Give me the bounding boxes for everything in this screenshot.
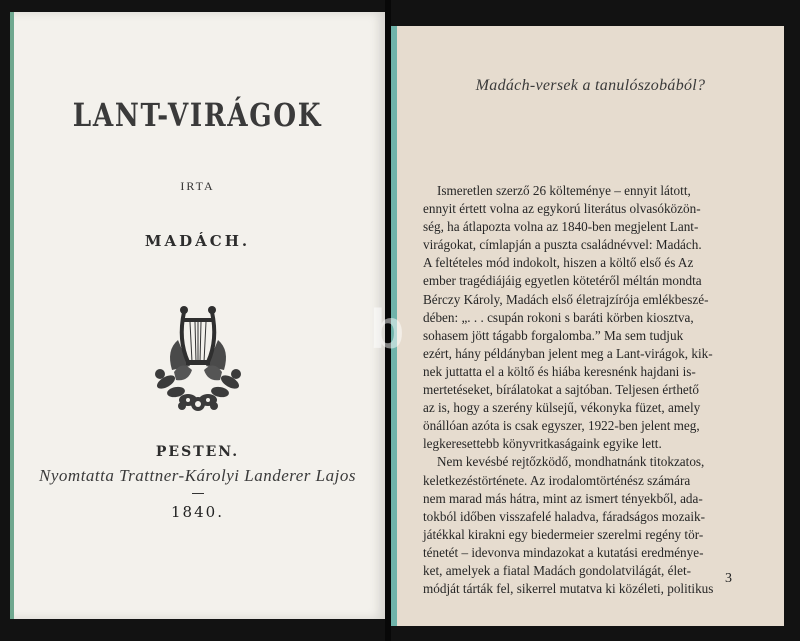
text-line: ember tragédiájáig egyetlen kötetéről méltán mondta <box>423 273 702 289</box>
publication-place: PESTEN. <box>155 444 240 460</box>
text-line: Nem kevésbé rejtőzködő, mondhatnánk titokzatos, <box>437 454 705 470</box>
text-line: nek juttatta el a költő és hiába keresnénk hajdani is- <box>423 363 696 379</box>
book-title: LANT-VIRÁGOK <box>72 96 323 134</box>
text-line: Ismeretlen szerző 26 költeménye – ennyit látott, <box>437 183 691 198</box>
chapter-heading: Madách-versek a tanulószobából? <box>475 77 706 94</box>
watermark: b <box>370 297 405 360</box>
text-line: Bérczy Károly, Madách első életrajzírója emlékbeszé- <box>423 291 709 307</box>
text-line: sohasem jött tágabb forgalomba.” Ma sem tudjuk <box>423 327 684 343</box>
text-line: játékkal kirakni egy biedermeier szerelmi regény tör- <box>423 526 704 542</box>
text-line: ténetét – idevonva mindazokat a kutatási eredménye- <box>423 544 704 560</box>
irta-label: IRTA <box>180 179 215 193</box>
text-line: önállóan azóta is csak egyszer, 1922-ben jelent meg, <box>423 418 700 434</box>
text-line: tokból időben visszafelé haladva, fáradságos mozaik- <box>423 508 705 524</box>
text-line: ezért, hány példányban jelent meg a Lant-virágok, kik- <box>423 345 713 361</box>
publication-year: 1840. <box>171 503 224 521</box>
text-line: legkeresettebb könyvritkaságaink egyike lett. <box>423 436 662 452</box>
text-line: dében: „. . . csupán rokoni s baráti körben kiosztva, <box>423 309 694 325</box>
text-line: mertetéseket, bírálatokat a sajtóban. Teljesen érthető <box>423 382 700 398</box>
title-page-content <box>10 0 385 641</box>
body-text <box>423 182 737 598</box>
page-number: 3 <box>725 571 732 586</box>
text-line: nem marad más hátra, mint az ismert tényekből, ada- <box>423 490 703 506</box>
text-line: ennyit értett volna az egykorú literátus olvasóközön- <box>423 201 701 217</box>
lyre-ornament-icon <box>148 300 248 415</box>
printer-line: Nyomtatta Trattner-Károlyi Landerer Lajos <box>39 466 356 485</box>
author-name: MADÁCH. <box>144 232 251 250</box>
text-line: ség, ha átlapozta volna az 1840-ben megjelent Lant- <box>423 219 699 235</box>
text-line: az is, hogy a szerény külsejű, vékonyka füzet, amely <box>423 400 701 416</box>
text-line: virágokat, címlapján a puszta családnévvel: Madách. <box>423 237 702 253</box>
text-line: keletkezéstörténete. Az irodalomtörténész számára <box>423 472 691 488</box>
text-line: ket, amelyek a fiatal Madách gondolatvilágát, élet- <box>423 562 692 578</box>
text-line: A feltételes mód indokolt, hiszen a költő első és Az <box>423 255 694 271</box>
divider <box>192 493 204 494</box>
text-line: módját tárták fel, sikerrel mutatva ki közéleti, politikus <box>423 581 714 597</box>
